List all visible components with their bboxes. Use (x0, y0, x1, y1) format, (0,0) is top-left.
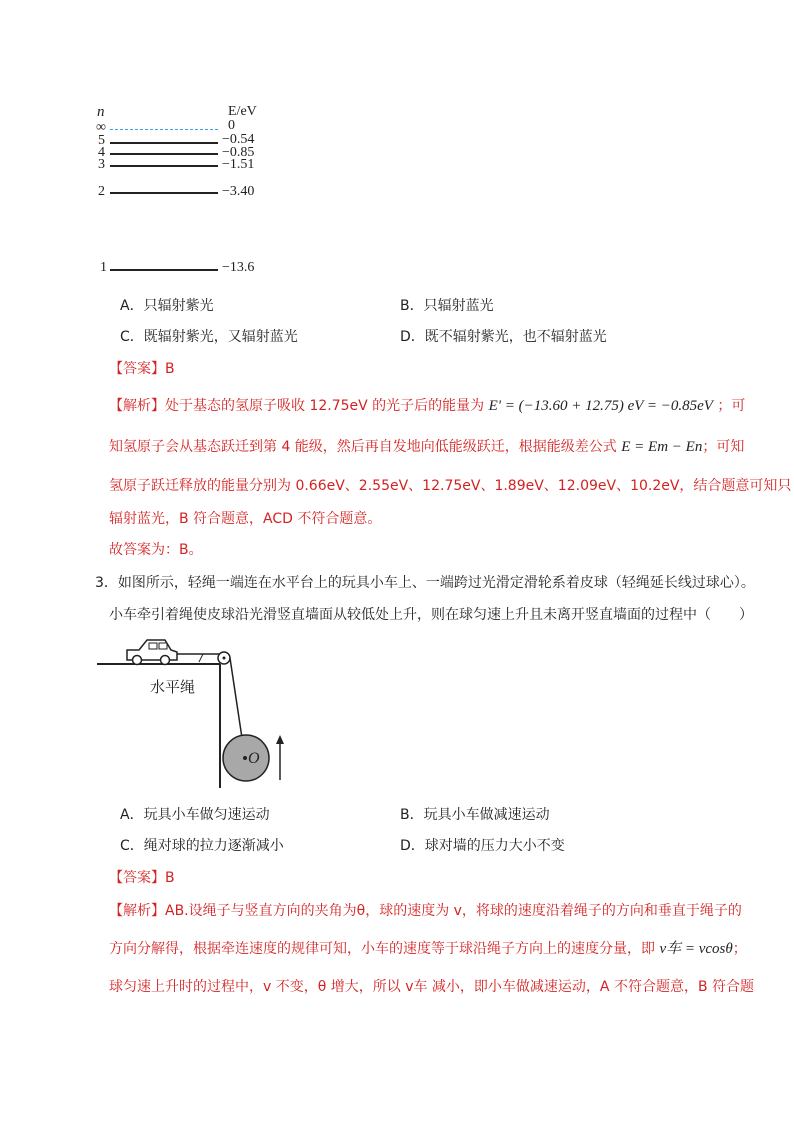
q2-answer: 【答案】B (109, 361, 175, 377)
level-e-5: −0.54 (222, 132, 255, 147)
level-line-5 (110, 142, 218, 144)
horizontal-rope-label: 水平绳 (150, 678, 196, 696)
analysis-tag: 【解析】 (109, 398, 165, 414)
q2-analysis-line-3: 氢原子跃迁释放的能量分别为 0.66eV、2.55eV、12.75eV、1.89eV、12.09eV、10.2eV，结合题意可知只 (109, 478, 792, 494)
analysis-text: ；可 (717, 398, 746, 414)
level-n-3: 3 (98, 157, 105, 172)
q2-analysis-line-2 (109, 436, 744, 456)
analysis-text: 方向分解得，根据牵连速度的规律可知，小车的速度等于球沿绳子方向上的速度分量，即 (109, 941, 655, 957)
energy-diff-formula: E = Em − En (621, 439, 703, 455)
q3-stem-line-1: 3．如图所示，轻绳一端连在水平台上的玩具小车上、一端跨过光滑定滑轮系着皮球（轻绳延长线过球心）。 (95, 575, 755, 591)
q3-analysis-line-2 (109, 937, 747, 958)
n-axis-label: n (97, 104, 105, 120)
energy-axis-label: E/eV (228, 104, 257, 119)
energy-formula: E' = (−13.60 + 12.75) eV = −0.85eV (488, 398, 713, 414)
arrow-up-icon (276, 735, 284, 744)
level-n-2: 2 (98, 184, 105, 199)
analysis-text: ； (732, 941, 747, 957)
q3-analysis-line-3: 球匀速上升时的过程中，v 不变，θ 增大，所以 v车 减小，即小车做减速运动，A 不符合题意，B 符合题 (109, 979, 755, 995)
level-e-4: −0.85 (222, 145, 255, 160)
level-line-1 (110, 269, 218, 271)
analysis-text: 处于基态的氢原子吸收 12.75eV 的光子后的能量为 (165, 398, 485, 414)
level-e-1: −13.6 (222, 260, 255, 275)
analysis-text: AB.设绳子与竖直方向的夹角为θ，球的速度为 v，将球的速度沿着绳子的方向和垂直于绳子的 (165, 903, 742, 919)
q2-analysis-line-4: 辐射蓝光，B 符合题意，ACD 不符合题意。 (109, 511, 382, 527)
q3-answer: 【答案】B (109, 870, 175, 886)
q3-option-d: D．球对墙的压力大小不变 (400, 838, 565, 854)
q2-analysis-line-1 (109, 395, 745, 415)
velocity-formula: v车 = vcosθ (659, 941, 733, 957)
level-line-inf (110, 129, 218, 130)
analysis-text: ；可知 (702, 439, 745, 455)
q3-option-c: C．绳对球的拉力逐渐减小 (120, 838, 284, 854)
analysis-tag: 【解析】 (109, 903, 165, 919)
level-line-3 (110, 165, 218, 167)
level-n-5: 5 (98, 133, 105, 148)
q3-analysis-line-1 (109, 900, 742, 920)
level-e-3: −1.51 (222, 157, 255, 172)
q2-option-b: B．只辐射蓝光 (400, 298, 494, 314)
q2-option-a: A．只辐射紫光 (120, 298, 214, 314)
q3-option-a: A．玩具小车做匀速运动 (120, 807, 270, 823)
level-line-4 (110, 153, 218, 155)
level-n-4: 4 (98, 145, 105, 160)
analysis-text: 知氢原子会从基态跃迁到第 4 能级，然后再自发地向低能级跃迁，根据能级差公式 (109, 439, 617, 455)
q2-option-d: D．既不辐射紫光，也不辐射蓝光 (400, 329, 607, 345)
ball-center-label: O (248, 750, 260, 767)
rope-pointer (199, 654, 203, 662)
level-e-2: −3.40 (222, 184, 255, 199)
toy-car-icon (127, 640, 177, 665)
q3-option-b: B．玩具小车做减速运动 (400, 807, 550, 823)
level-n-inf: ∞ (96, 120, 106, 135)
level-e-inf: 0 (228, 118, 235, 133)
q2-conclusion: 故答案为：B。 (109, 542, 203, 558)
q3-stem-line-2: 小车牵引着绳使皮球沿光滑竖直墙面从较低处上升，则在球匀速上升且未离开竖直墙面的过程中（ ） (109, 607, 753, 623)
q3-figure (95, 630, 325, 795)
q2-option-c: C．既辐射紫光，又辐射蓝光 (120, 329, 298, 345)
level-line-2 (110, 192, 218, 194)
level-n-1: 1 (100, 260, 107, 275)
